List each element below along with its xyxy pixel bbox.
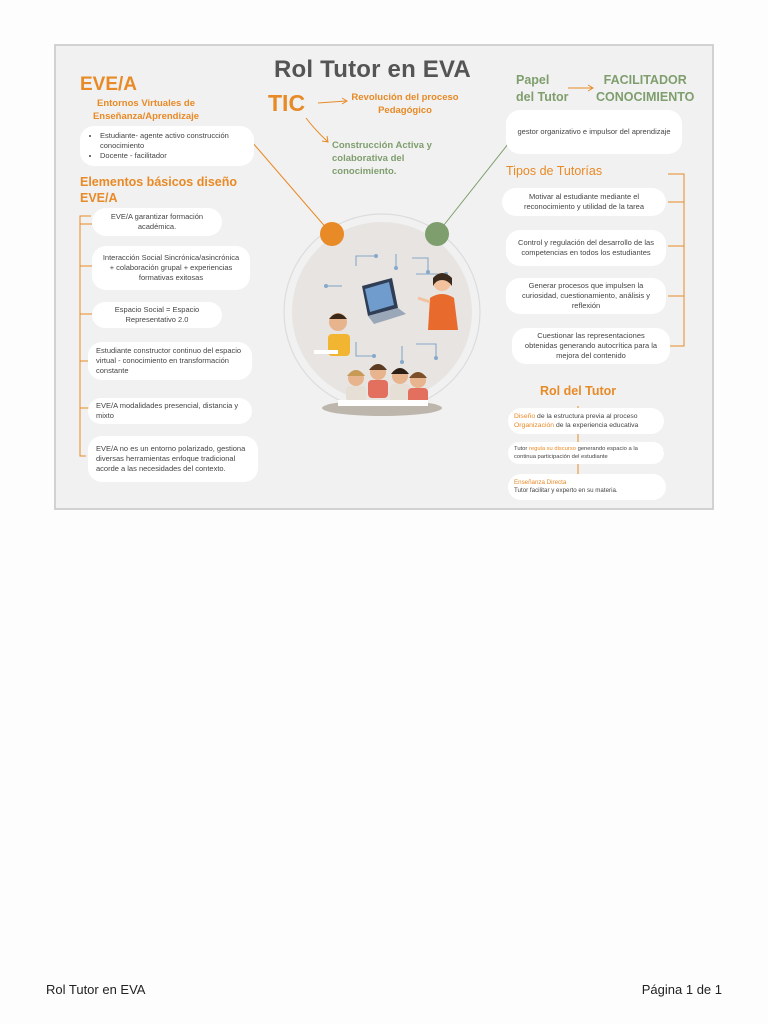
facilitador-conocimiento xyxy=(596,72,694,106)
rol-organization-line xyxy=(514,422,658,431)
tic-construction-line1: Construcción Activa y xyxy=(332,140,432,151)
list-item: • Estudiante- agente activo construcción conocimiento xyxy=(100,131,246,151)
eve-subtitle-line2: Enseñanza/Aprendizaje xyxy=(92,110,200,122)
rol-design-word: Diseño xyxy=(514,413,536,420)
tipos-heading: Tipos de Tutorías xyxy=(506,164,603,178)
rol-organization-word: Organización xyxy=(514,421,555,429)
tipo-box: Motivar al estudiante mediante el reconocimiento y utilidad de la tarea xyxy=(502,188,666,216)
papel-line2: del Tutor xyxy=(516,89,569,104)
tic-revolution-line2: Pedagógico xyxy=(378,104,432,116)
rol-direct-word: Enseñanza Directa xyxy=(514,479,567,486)
eve-subtitle-line1: Entornos Virtuales de xyxy=(96,98,195,109)
papel-tutor xyxy=(516,72,569,106)
tic-revolution-line1: Revolución del proceso xyxy=(351,92,459,103)
tic-construction xyxy=(332,140,462,178)
conocimiento-label: CONOCIMIENTO xyxy=(596,89,695,104)
element-box: EVE/A modalidades presencial, distancia y mixto xyxy=(88,398,252,424)
rol-discourse-rest: generando espacio a la continua participación del estudiante xyxy=(514,446,638,460)
elements-heading xyxy=(80,174,237,207)
rol-organization-rest: de la experiencia educativa xyxy=(554,421,639,429)
rol-design-line xyxy=(514,413,658,422)
rol-box-direct xyxy=(508,474,666,500)
elements-heading-line2: EVE/A xyxy=(80,191,118,206)
rol-design-rest: de la estructura previa al proceso xyxy=(535,413,638,420)
eve-bullets xyxy=(88,131,246,160)
eve-subtitle xyxy=(80,98,212,124)
element-box: Espacio Social = Espacio Representativo 2.0 xyxy=(92,302,222,328)
tipo-box: Cuestionar las representaciones obtenidas generando autocrítica para la mejora del contenido xyxy=(512,328,670,364)
footer-page-number: Página 1 de 1 xyxy=(641,982,722,997)
element-box: EVE/A garantizar formación académica. xyxy=(92,208,222,236)
gestor-box: gestor organizativo e impulsor del aprendizaje xyxy=(506,110,682,154)
elements-heading-line1: Elementos básicos diseño xyxy=(80,175,237,189)
rol-box-design xyxy=(508,408,664,434)
rol-box-discourse xyxy=(508,442,664,464)
tic-label: TIC xyxy=(268,90,306,116)
footer-title: Rol Tutor en EVA xyxy=(46,982,146,997)
tic-construction-line2: colaborativa del xyxy=(332,152,405,164)
tic-revolution xyxy=(346,92,464,118)
tipo-box: Control y regulación del desarrollo de las competencias en todos los estudiantes xyxy=(506,230,666,266)
tipo-box: Generar procesos que impulsen la curiosidad, cuestionamiento, análisis y reflexión xyxy=(506,278,666,314)
element-box: Interacción Social Sincrónica/asincrónica + colaboración grupal + experiencias formativas exitosas xyxy=(92,246,250,290)
eve-heading: EVE/A xyxy=(80,74,138,95)
list-item: • Docente - facilitador xyxy=(100,151,246,161)
rol-direct-rest: Tutor facilitar y experto en su materia. xyxy=(514,487,618,495)
poster-title: Rol Tutor en EVA xyxy=(274,56,471,83)
mind-map-poster xyxy=(54,44,714,510)
facilitador-label: FACILITADOR xyxy=(603,73,687,87)
tic-construction-line3: conocimiento. xyxy=(332,165,397,177)
papel-line1: Papel xyxy=(516,73,550,87)
element-box: EVE/A no es un entorno polarizado, gestiona diversas herramientas enfoque tradicional acorde a las necesidades del contexto. xyxy=(88,436,258,482)
rol-heading: Rol del Tutor xyxy=(540,384,617,398)
element-box: Estudiante constructor continuo del espacio virtual - conocimiento en transformación constante xyxy=(88,342,252,380)
rol-discourse-pre: Tutor xyxy=(514,446,529,452)
rol-discourse-word: regula su discurso xyxy=(528,446,576,452)
eve-definition-box xyxy=(80,126,254,166)
